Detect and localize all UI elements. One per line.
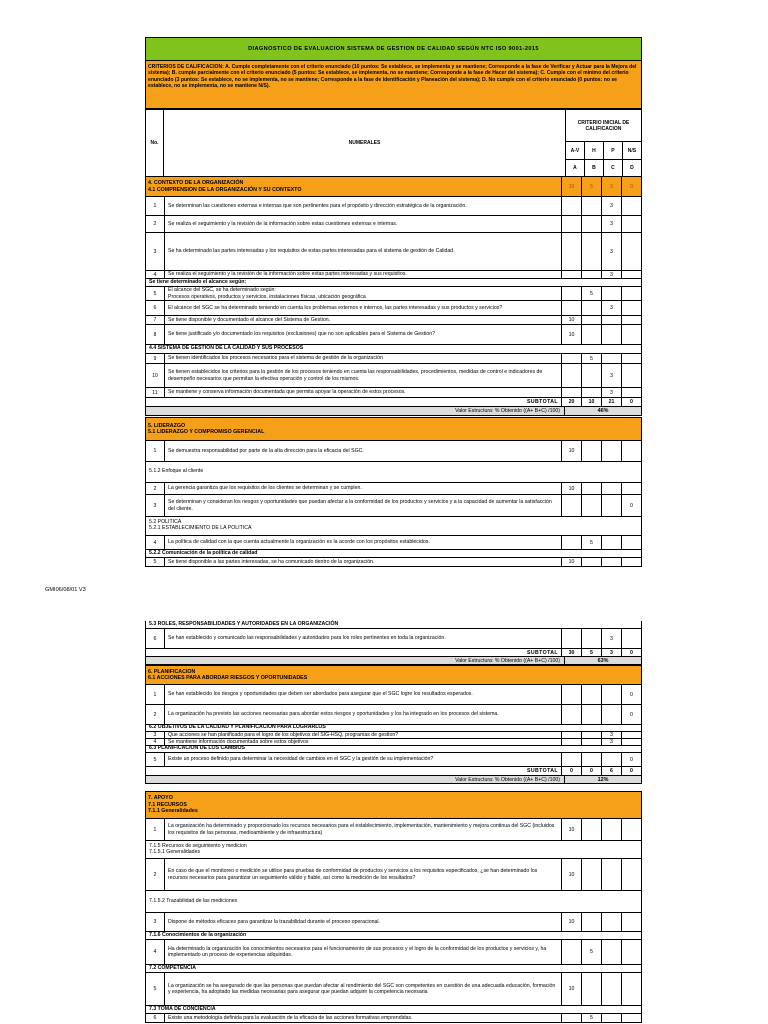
table-row: 3 Se determinan y consideran los riesgos y oportunidades que puedan afectar a la conformidad de los productos y servicios y a la capacidad de aumentar la satisfacción del cliente. 0 bbox=[145, 495, 642, 517]
subsection-heading: 6.3 PLANIFICACION DE LOS CAMBIOS bbox=[145, 746, 642, 753]
criteria-description: CRITERIOS DE CALIFICACION: A. Cumple completamente con el criterio enunciado (10 puntos: Se establece, se implementa y se mantiene; Corresponde a la fase de Verificar y Actuar para la Mejora del sistema); B. cumple parcialmente con el criterio enunciado (5 puntos: Se establece, se implementa, no se mantiene; Corresponde a la fase de Hacer del sistema); C. Cumple con el mínimo del criterio enunciado (3 puntos: Se establece, no se implementa, no se mantiene; Corresponde a la fase de Identificación y Planeación del sistema); D. No cumple con el criterio enunciado (0 puntos: no se establece, no se implementa, no se mantiene N/S). bbox=[145, 61, 642, 109]
section-5-header: 5. LIDERAZGO 5.1 LIDERAZGO Y COMPROMISO GERENCIAL bbox=[145, 417, 642, 441]
table-row: 5 El alcance del SGC, se ha determinado según: Procesos operativos, productos y servicios, instalaciones físicas, ubicación geográfica 5 bbox=[145, 287, 642, 301]
header-letter-d: D bbox=[622, 160, 641, 177]
table-row: 6 Se han establecido y comunicado las responsabilidades y autoridades para los roles pertinentes en toda la organización. 3 bbox=[145, 629, 642, 649]
subsection-heading: 7.1.5.2 Trazabilidad de las mediciones bbox=[145, 891, 642, 913]
table-row: 5 Se tiene disponible a las partes interesadas, se ha comunicado dentro de la organización. 10 bbox=[145, 558, 642, 567]
table-row: 9 Se tienen identificados los procesos necesarios para el sistema de gestión de la organización 5 bbox=[145, 354, 642, 364]
percentage-row: Valor Estructura: % Obtenido ((A+ B+C) /100) 12% bbox=[145, 776, 642, 784]
table-row: 2 La organización ha previsto las acciones necesarias para abordar estos riesgos y oportunidades y los ha integrado en los procesos del sistema. 0 bbox=[145, 705, 642, 725]
table-row: 3 Se ha determinado las partes interesadas y los requisitos de estas partes interesadas para el sistema de gestión de Calidad. 3 bbox=[145, 233, 642, 271]
subsection-heading: 7.2 COMPETENCIA bbox=[145, 965, 642, 973]
table-row: 10 Se tienen establecidos los criterios para la gestión de los procesos teniendo en cuenta las responsabilidades, procedimientos, medidas de control e indicadores de desempeño necesarios que permitan la efectiva operación y control de los mismos. 3 bbox=[145, 364, 642, 388]
table-row: 4 Se mantiene información documentada sobre estos objetivos 3 bbox=[145, 739, 642, 746]
document-code: GMI06/08/01 V3 bbox=[45, 587, 86, 593]
table-row: 3 Dispone de métodos eficaces para garantizar la trazabilidad durante el proceso operacional. 10 bbox=[145, 913, 642, 932]
table-row: 1 La organización ha determinado y proporcionado los recursos necesarios para el establecimiento, implementación, mantenimiento y mejora continua del SGC (incluidos los requisitos de las personas, medioambiente y de infraestructura) 10 bbox=[145, 819, 642, 841]
subtotal-row: SUBTOTAL 30 5 3 0 bbox=[145, 649, 642, 657]
subsection-heading: 6.2 OBJETIVOS DE LA CALIDAD Y PLANIFICACION PARA LOGRARLOS bbox=[145, 725, 642, 732]
table-row: 11 Se mantiene y conserva información documentada que permita apoyar la operación de estos procesos. 3 bbox=[145, 388, 642, 398]
section-6-header: 6. PLANIFICACION 6.1 ACCIONES PARA ABORDAR RIESGOS Y OPORTUNIDADES bbox=[145, 665, 642, 685]
subsection-heading: 5.3 ROLES, RESPONSABILIDADES Y AUTORIDADES EN LA ORGANIZACIÓN bbox=[145, 621, 642, 629]
subsection-heading: 4.4 SISTEMA DE GESTION DE LA CALIDAD Y SUS PROCESOS bbox=[145, 345, 642, 354]
subsection-heading: 5.1.2 Enfoque al cliente bbox=[145, 462, 642, 483]
subtotal-row: SUBTOTAL 20 10 21 0 bbox=[145, 398, 642, 407]
header-no: No. bbox=[146, 110, 164, 177]
table-row: 1 Se han establecido los riesgos y oportunidades que deben ser abordados para asegurar que el SGC logre los resultados esperados. 0 bbox=[145, 685, 642, 705]
table-row: 5 Existe un proceso definido para determinar la necesidad de cambios en el SGC y la gestión de su implementación? 0 bbox=[145, 753, 642, 767]
table-row: 8 Se tiene justificado y/o documentado los requisitos (exclusiones) que no son aplicables para el Sistema de Gestion? 10 bbox=[145, 325, 642, 345]
header-col-ns: N/S bbox=[622, 142, 641, 160]
table-row: 2 La gerencia garantiza que los requisitos de los clientes se determinan y se cumplen. 10 bbox=[145, 483, 642, 495]
table-header bbox=[145, 109, 642, 177]
percentage-row: Valor Estructura: % Obtenido ((A+ B+C) /100) 63% bbox=[145, 657, 642, 665]
table-row: 3 Que acciones se han planificado para el logro de los objetivos del SIG-HSQ, programas de gestion? 3 bbox=[145, 732, 642, 739]
header-letter-a: A bbox=[565, 160, 584, 177]
table-row: 4 La política de calidad con la que cuenta actualmente la organización es la acorde con los propósitos establecidos. 5 bbox=[145, 536, 642, 550]
percentage-row: Valor Estructura: % Obtenido ((A+ B+C) /100) 46% bbox=[145, 407, 642, 416]
subsection-heading: 7.1.5 Recursos de seguimiento y medicion 7.1.5.1 Generalidades bbox=[145, 841, 642, 859]
subsection-heading: 7.3 TOMA DE CONCIENCIA bbox=[145, 1006, 642, 1014]
table-row: 1 Se demuestra responsabilidad por parte de la alta dirección para la eficacia del SGC. 10 bbox=[145, 441, 642, 462]
table-row: 6 Existe una metodología definida para la evaluación de la eficacia de las acciones formativas emprendidas. 5 bbox=[145, 1014, 642, 1023]
subsection-heading: Se tiene determinado el alcance según: bbox=[145, 279, 642, 287]
document-title: DIAGNOSTICO DE EVALUACION SISTEMA DE GESTION DE CALIDAD SEGÚN NTC ISO 9001-2015 bbox=[145, 37, 642, 61]
subtotal-row: SUBTOTAL 0 0 6 0 bbox=[145, 767, 642, 776]
table-row: 2 Se realiza el seguimiento y la revisión de la información sobre estas cuestiones externas e internas. 3 bbox=[145, 216, 642, 233]
header-numerales: NUMERALES bbox=[164, 110, 566, 177]
table-row: 2 En caso de que el monitoreo o medición se utilice para pruebas de conformidad de productos y servicios a los requisitos especificados, ¿se han determinado los recursos necesarios para garantizar un seguimiento válido y fiable, así como la medición de los resultados? 10 bbox=[145, 859, 642, 891]
table-row: 4 Se realiza el seguimiento y la revisión de la información sobre estas partes interesadas y sus requisitos. 3 bbox=[145, 271, 642, 279]
section-4-header: 4. CONTEXTO DE LA ORGANIZACIÓN 4.1 COMPRENSION DE LA ORGANIZACIÓN Y SU CONTEXTO 10 5 3 0 bbox=[145, 176, 642, 197]
header-col-p: P bbox=[603, 142, 622, 160]
header-criterio: CRITERIO INICIAL DE CALIFICACION bbox=[565, 110, 641, 142]
section-7-header: 7. APOYO 7.1 RECURSOS 7.1.1 Generalidades bbox=[145, 791, 642, 819]
subsection-heading: 5.2 POLITICA 5.2.1 ESTABLECIMIENTO DE LA POLITICA bbox=[145, 517, 642, 536]
header-letter-c: C bbox=[603, 160, 622, 177]
header-col-av: A-V bbox=[565, 142, 584, 160]
table-row: 4 Ha determinado la organización los conocimientos necesarios para el funcionamiento de sus procesos y el logro de la conformidad de los productos y servicios y, ha implementado un proceso de experiencias adquiridas. 5 bbox=[145, 940, 642, 965]
subsection-heading: 5.2.2 Comunicación de la política de calidad bbox=[145, 550, 642, 558]
table-row: 6 El alcance del SGC se ha determinado teniendo en cuenta los problemas externos e internos, las partes interesadas y sus productos y servicios? 3 bbox=[145, 301, 642, 316]
table-row: 7 Se tiene disponible y documentado el alcance del Sistema de Gestion. 10 bbox=[145, 316, 642, 325]
header-col-h: H bbox=[584, 142, 603, 160]
header-letter-b: B bbox=[584, 160, 603, 177]
table-row: 5 La organización se ha asegurado de que las personas que puedan afectar al rendimiento del SGC son competentes en cuestión de una adecuada educación, formación y experiencia, ha adoptado las medidas necesarias para asegurar que puedan adquirir la competencia necesaria 10 bbox=[145, 973, 642, 1006]
table-row: 1 Se determinan las cuestiones externas e internas que son pertinentes para el propósito y dirección estratégica de la organización. 3 bbox=[145, 197, 642, 216]
subsection-heading: 7.1.6 Conocimientos de la organización bbox=[145, 932, 642, 940]
